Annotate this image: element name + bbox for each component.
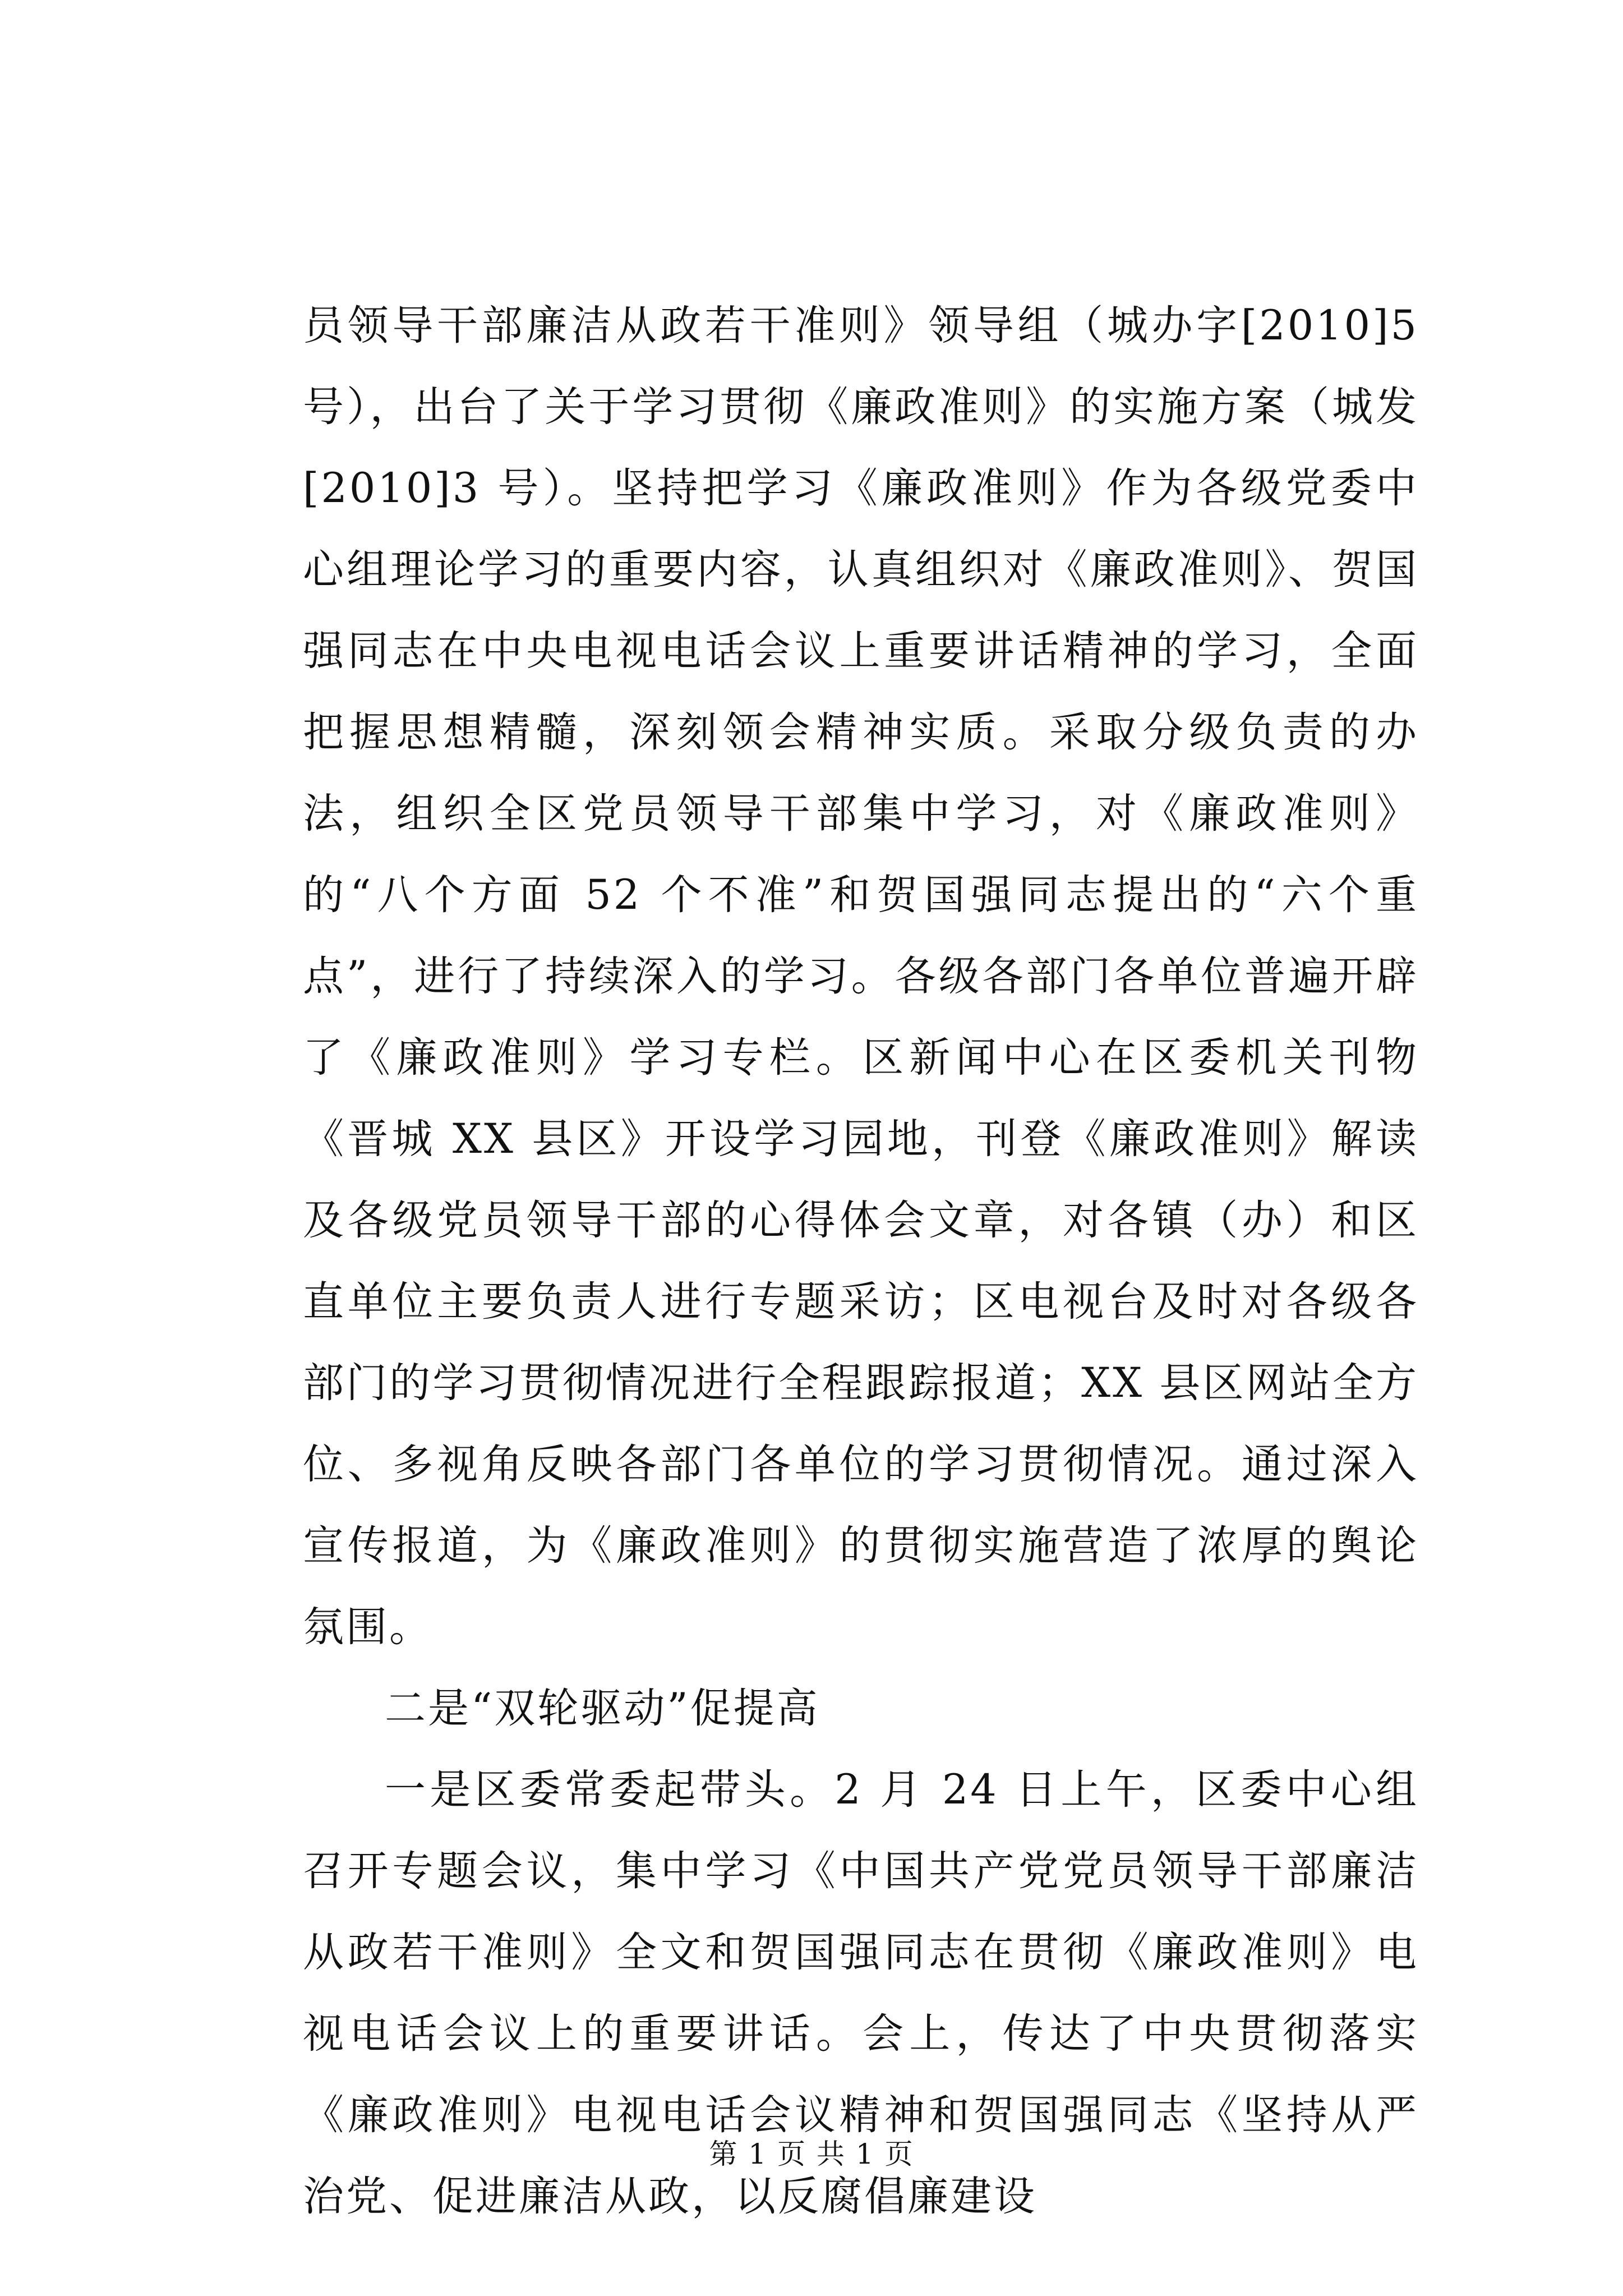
section-heading: 二是“双轮驱动”促提高 bbox=[385, 1685, 820, 1732]
paragraph-3: 一是区委常委起带头。2 月 24 日上午，区委中心组召开专题会议，集中学习《中国共产党党员领导干部廉洁从政若干准则》全文和贺国强同志在贯彻《廉政准则》电视电话会议上的重要讲话。会上，传达了中央贯彻落实《廉政准则》电视电话会议精神和贺国强同志《坚持从严治党、促进廉洁从政，以反腐倡廉建设 bbox=[303, 1766, 1419, 2220]
document-body bbox=[303, 285, 1419, 2237]
paragraph-1: 员领导干部廉洁从政若干准则》领导组（城办字[2010]5 号），出台了关于学习贯彻《廉政准则》的实施方案（城发[2010]3 号）。坚持把学习《廉政准则》作为各级党委中心组理论学习的重要内容，认真组织对《廉政准则》、贺国强同志在中央电视电话会议上重要讲话精神的学习，全面把握思想精髓，深刻领会精神实质。采取分级负责的办法，组织全区党员领导干部集中学习，对《廉政准则》的“八个方面 52 个不准”和贺国强同志提出的“六个重点”，进行了持续深入的学习。各级各部门各单位普遍开辟了《廉政准则》学习专栏。区新闻中心在区委机关刊物《晋城 XX 县区》开设学习园地，刊登《廉政准则》解读及各级党员领导干部的心得体会文章，对各镇（办）和区直单位主要负责人进行专题采访；区电视台及时对各级各部门的学习贯彻情况进行全程跟踪报道；XX 县区网站全方位、多视角反映各部门各单位的学习贯彻情况。通过深入宣传报道，为《廉政准则》的贯彻实施营造了浓厚的舆论氛围。 bbox=[303, 302, 1419, 1651]
page-footer: 第 1 页 共 1 页 bbox=[709, 2138, 914, 2170]
